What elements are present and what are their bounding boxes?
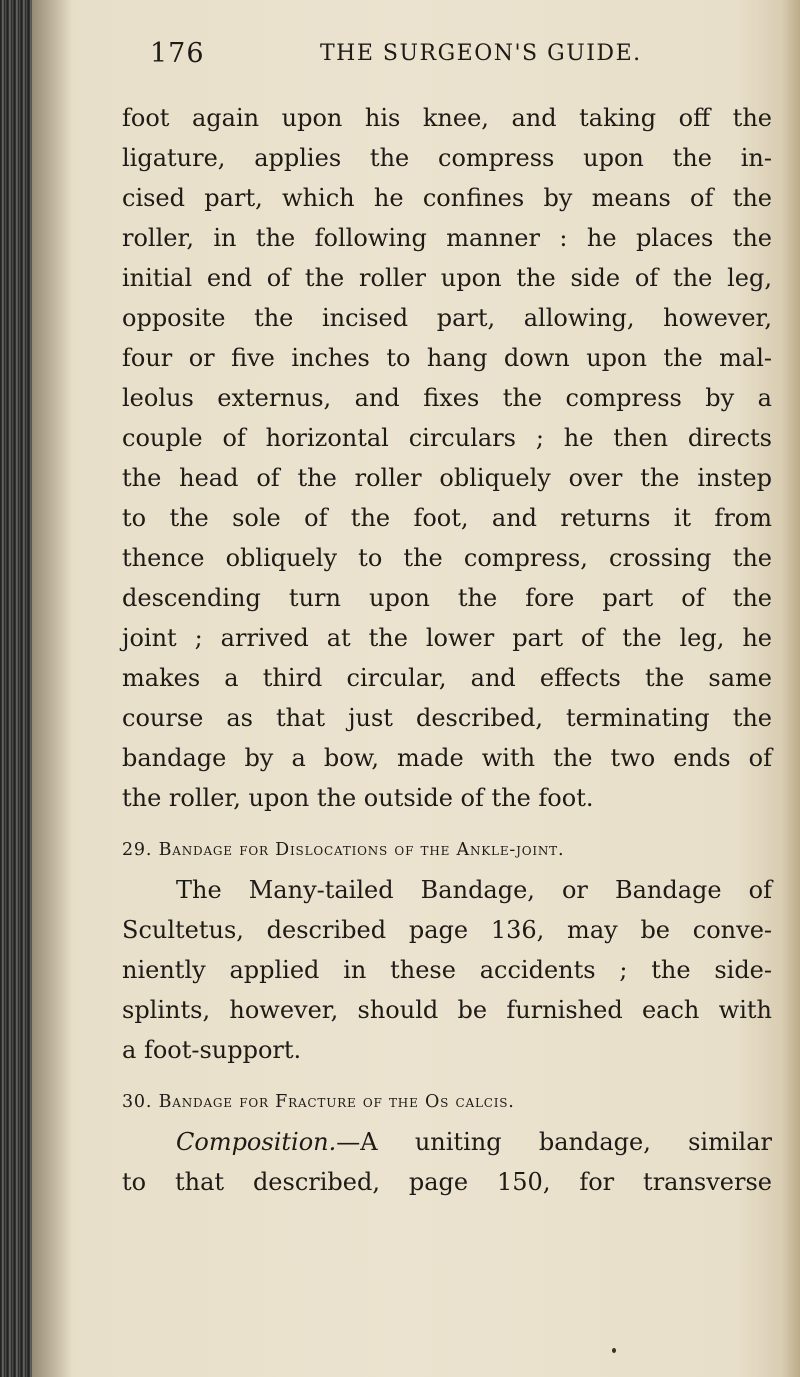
text-line: bandage by a bow, made with the two ends of	[122, 744, 772, 772]
page-edge	[782, 0, 800, 1377]
composition-text: —A uniting bandage, similar	[336, 1128, 772, 1156]
composition-label: Composition.	[176, 1128, 337, 1156]
text-line: leolus externus, and fixes the compress by a	[122, 384, 772, 412]
text-line: Scultetus, described page 136, may be conve-	[122, 916, 772, 944]
text-line: The Many-tailed Bandage, or Bandage of	[176, 876, 772, 904]
text-line: the head of the roller obliquely over the instep	[122, 464, 772, 492]
running-title: THE SURGEON'S GUIDE.	[320, 41, 642, 66]
page-body	[122, 98, 772, 1202]
text-line: descending turn upon the fore part of the	[122, 584, 772, 612]
text-line: four or five inches to hang down upon the mal-	[122, 344, 772, 372]
text-line: splints, however, should be furnished each with	[122, 996, 772, 1024]
text-line: ligature, applies the compress upon the in-	[122, 144, 772, 172]
text-line: thence obliquely to the compress, crossing the	[122, 544, 772, 572]
text-line: to the sole of the foot, and returns it from	[122, 504, 772, 532]
page-header	[150, 38, 770, 78]
section-heading-29: 29. Bandage for Dislocations of the Ankle-joint.	[122, 840, 565, 860]
text-line: a foot-support.	[122, 1036, 302, 1064]
text-line: to that described, page 150, for transverse	[122, 1168, 772, 1196]
text-line: the roller, upon the outside of the foot.	[122, 784, 594, 812]
text-line: course as that just described, terminating the	[122, 704, 772, 732]
gutter-shadow	[32, 0, 72, 1377]
text-line: initial end of the roller upon the side of the leg,	[122, 264, 772, 292]
text-line: foot again upon his knee, and taking off the	[122, 104, 772, 132]
section-29-paragraph	[122, 870, 772, 1070]
text-line: makes a third circular, and effects the same	[122, 664, 772, 692]
paper-speck	[612, 1348, 616, 1353]
text-line: cised part, which he confines by means of the	[122, 184, 772, 212]
paragraph-continued	[122, 98, 772, 818]
section-30-paragraph	[122, 1122, 772, 1202]
section-heading-30: 30. Bandage for Fracture of the Os calcis.	[122, 1092, 515, 1112]
text-line: niently applied in these accidents ; the side-	[122, 956, 772, 984]
page-number: 176	[150, 38, 205, 69]
text-line: joint ; arrived at the lower part of the leg, he	[122, 624, 772, 652]
text-line: opposite the incised part, allowing, however,	[122, 304, 772, 332]
text-line	[122, 1122, 772, 1162]
text-line: roller, in the following manner : he places the	[122, 224, 772, 252]
book-spine	[0, 0, 32, 1377]
text-line: couple of horizontal circulars ; he then directs	[122, 424, 772, 452]
